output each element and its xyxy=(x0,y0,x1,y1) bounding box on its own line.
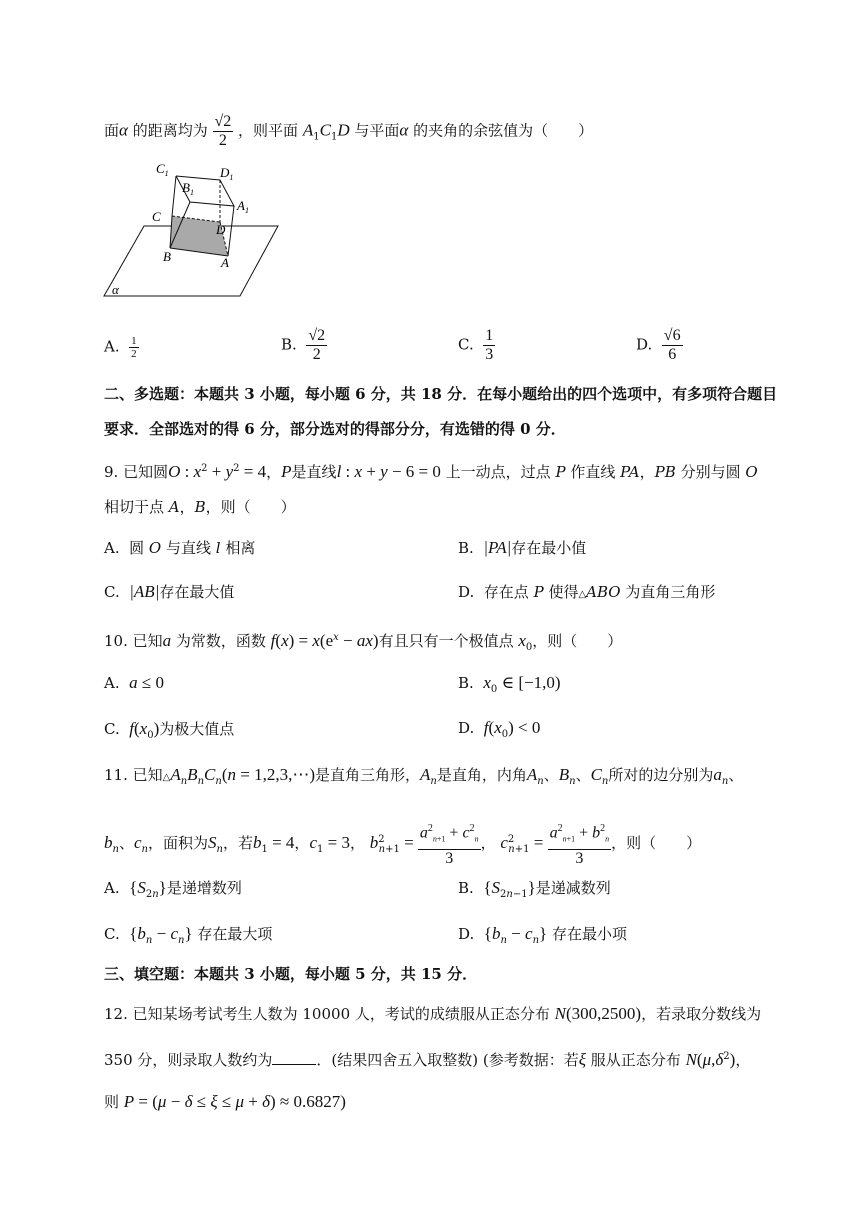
label-D1: $D_1$ xyxy=(220,165,234,182)
label-alpha: α xyxy=(112,282,119,297)
q9-option-b[interactable]: B. |PA|存在最小值 xyxy=(458,538,587,557)
q10-stem: 10. 已知a 为常数，函数 $f(x) = x(e^x - ax)$有且只有一个极值点 $x_0$，则（ ） xyxy=(104,631,623,653)
q11-stem-line1: 11. 已知$\triangle A_nB_nC_n(n$ = 1,2,3,⋯)是直角三角形，$A_n$是直角，内角$A_n$、$B_n$、$C_n$所对的边分别为$a_n$、 xyxy=(104,765,744,787)
q8-option-c[interactable]: C. $\frac{1}{3}$ xyxy=(458,327,494,363)
label-B: B xyxy=(163,249,171,264)
q12-line3: 则 P = (μ − δ ≤ ξ ≤ μ + δ) ≈ 0.6827) xyxy=(104,1092,346,1111)
q8-option-d[interactable]: D. $\frac{√6}{6}$ xyxy=(636,327,681,363)
q11-option-c[interactable]: C. $\{b_n - c_n\}$ 存在最大项 xyxy=(104,924,273,946)
q8-option-b[interactable]: B. $\frac{√2}{2}$ xyxy=(281,327,326,363)
q9-option-d[interactable]: D. 存在点 P 使得△ABO 为直角三角形 xyxy=(458,583,716,601)
label-C: C xyxy=(152,209,161,224)
q9-option-a[interactable]: A. 圆 O 与直线 l 相离 xyxy=(104,539,256,557)
q8-option-a[interactable]: A. $\frac{1}{2}$ xyxy=(104,335,137,360)
q12-line1: 12. 已知某场考试考生人数为 10000 人，考试的成绩服从正态分布 N(300,2500)，若录取分数线为 xyxy=(104,1004,762,1023)
q12-line2: 350 分，则录取人数约为 ．(结果四舍五入取整数) (参考数据：若ξ 服从正态分布 $N(\mu,\delta^2)$， xyxy=(104,1050,751,1069)
q11-option-d[interactable]: D. $\{b_n - c_n\}$ 存在最小项 xyxy=(458,924,627,946)
q8-stem-continuation: 面α 的距离均为 $\frac{√2}{2}$ ，则平面 $A_1C_1D$ 与平面α 的夹角的余弦值为（ ） xyxy=(104,113,594,149)
q10-option-d[interactable]: D. $f(x_0) < 0$ xyxy=(458,718,541,740)
label-B1: $B_1$ xyxy=(182,180,194,197)
q10-option-c[interactable]: C. $f(x_0)$为极大值点 xyxy=(104,719,235,741)
q11-stem-line2: $b_n$、$c_n$，面积为$S_n$，若$b_1 = 4$，$c_1 = 3$， $b^2_{n+1}$ = $\frac{a^2_{n+1} + c^2_n}{3}$ ， $c^2_{n+1}$ = $\frac{a^2_{n+1} + b^2_n}{3}$ ，则（ ） xyxy=(104,820,701,868)
q9-stem-line1: 9. 已知圆O : $x^2 + y^2 = 4$，P是直线l : x + y − 6 = 0 上一动点，过点 P 作直线 PA，PB 分别与圆 O xyxy=(104,462,758,481)
section2-heading-line2: 要求．全部选对的得 6 分，部分选对的得部分分，有选错的得 0 分． xyxy=(104,420,566,438)
prism-plane-figure xyxy=(100,158,285,300)
q11-option-b[interactable]: B. $\{S_{2n-1}\}$是递减数列 xyxy=(458,878,611,900)
label-A: A xyxy=(221,255,229,270)
q10-option-b[interactable]: B. $x_0$ ∈ [−1,0) xyxy=(458,673,561,695)
answer-blank[interactable] xyxy=(272,1050,316,1065)
section2-heading-line1: 二、多选题：本题共 3 小题，每小题 6 分，共 18 分．在每小题给出的四个选项中，有多项符合题目 xyxy=(104,385,778,403)
fraction-sqrt2-over-2: $\frac{√2}{2}$ xyxy=(214,113,232,149)
label-D: D xyxy=(216,222,226,237)
label-A1: $A_1$ xyxy=(237,198,249,215)
label-C1: $C_1$ xyxy=(156,161,169,178)
section3-heading: 三、填空题：本题共 3 小题，每小题 5 分，共 15 分． xyxy=(104,965,478,983)
q9-option-c[interactable]: C. |AB|存在最大值 xyxy=(104,582,235,601)
q11-option-a[interactable]: A. $\{S_{2n}\}$是递增数列 xyxy=(104,878,242,900)
q10-option-a[interactable]: A. a ≤ 0 xyxy=(104,673,164,692)
q9-stem-line2: 相切于点 A，B，则（ ） xyxy=(104,498,296,516)
